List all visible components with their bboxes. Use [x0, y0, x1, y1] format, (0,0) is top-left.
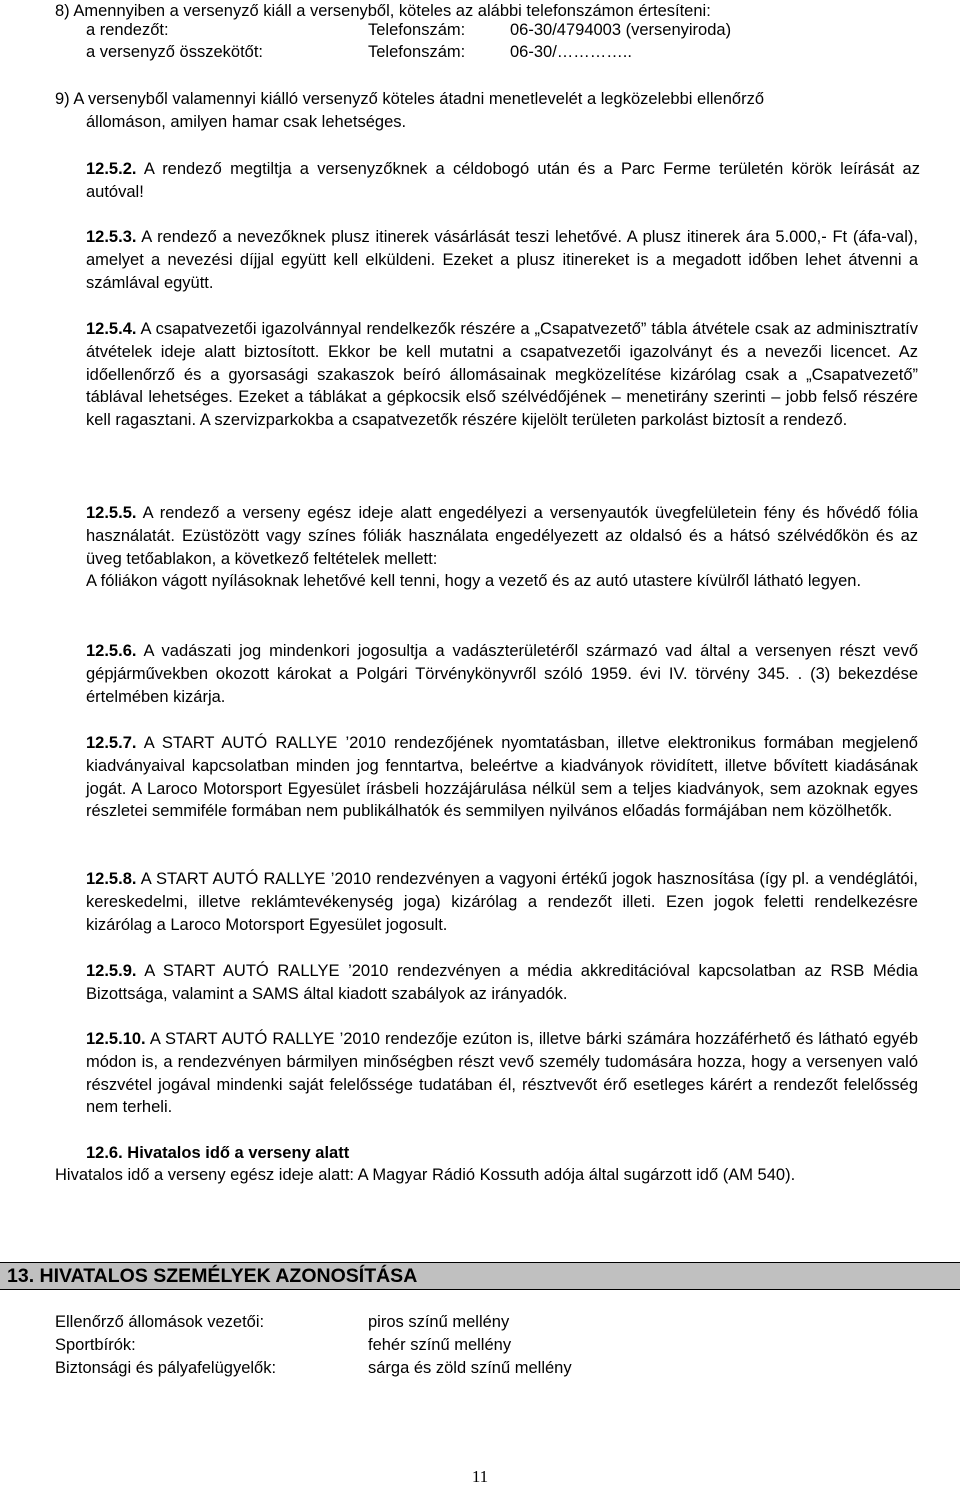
section-text: A rendező a verseny egész ideje alatt engedélyezi a versenyautók üvegfelületein fény és hővédő fólia használatát. Ezüstözött vagy színes fóliák használata engedélyezett az oldalsó és a hátsó szélvédőkön és az üveg tetőablakon, a következő feltételek mellett: — [86, 504, 918, 568]
section-text: A START AUTÓ RALLYE ’2010 rendezvényen a vagyoni értékű jogok hasznosítása (így pl. a vendéglátói, kereskedelmi, illetve reklámtevékenység joga) kizárólag a rendezőt illeti. Ezen jogok feletti rendelkezésre kizárólag a Laroco Motorsport Egyesület jogosult. — [86, 870, 918, 934]
official-vest: sárga és zöld színű mellény — [368, 1359, 572, 1377]
section-number: 12.5.7. — [86, 734, 137, 752]
official-vest: fehér színű mellény — [368, 1336, 512, 1354]
official-role: Ellenőrző állomások vezetői: — [55, 1313, 265, 1331]
section-12-5-10 — [86, 1028, 918, 1119]
section-12-5-3 — [86, 226, 918, 294]
item9-line: állomáson, amilyen hamar csak lehetséges. — [86, 113, 407, 131]
section-number: 12.5.4. — [86, 320, 137, 338]
section-12-5-2 — [86, 158, 920, 204]
section-text: A fóliákon vágott nyílásoknak lehetővé kell tenni, hogy a vezető és az autó utastere kívülről látható legyen. — [86, 572, 862, 591]
section-number: 12.5.5. — [86, 504, 137, 522]
section-13-heading: 13. HIVATALOS SZEMÉLYEK AZONOSÍTÁSA — [7, 1265, 418, 1287]
phone-label: Telefonszám: — [368, 43, 466, 61]
section-text: A START AUTÓ RALLYE ’2010 rendezvényen a média akkreditációval kapcsolatban az RSB Média Bizottsága, valamint a SAMS által kiadott szabályok az irányadók. — [86, 962, 918, 1003]
section-text: A rendező a nevezőknek plusz itinerek vásárlását teszi lehetővé. A plusz itinerek ára 5.000,- Ft (áfa-val), amelyet a nevezési díjjal együtt kell elküldeni. Ezeket a plusz itinereket is a megadott időben lehet átvenni a számlával együtt. — [86, 228, 918, 292]
section-12-5-8 — [86, 868, 918, 936]
section-12-5-4 — [86, 318, 918, 432]
phone-value: 06-30/4794003 (versenyiroda) — [510, 21, 732, 39]
section-number: 12.5.8. — [86, 870, 137, 888]
section-text: A vadászati jog mindenkori jogosultja a vadászterületéről származó vad által a versenyen részt vevő gépjárművekben okozott károkat a Polgári Törvénykönyvről szóló 1959. évi IV. törvény 345. . (3) bekezdése értelmében kizárja. — [86, 642, 918, 706]
contact-label: a rendezőt: — [86, 21, 169, 39]
official-role: Biztonsági és pályafelügyelők: — [55, 1359, 277, 1377]
section-text: A START AUTÓ RALLYE ’2010 rendezője ezúton is, illetve bárki számára hozzáférhető és látható egyéb módon is, a rendezvényen bármilyen minőségben részt vevő személy tudomására hozza, hogy a versenyen való részvétel jogával mindenki saját felelőssége tudatában él, résztvevőt érő esetleges kárért a rendezőt felelősség nem terheli. — [86, 1030, 918, 1117]
section-number: 12.5.6. — [86, 642, 137, 660]
section-number: 12.5.2. — [86, 160, 137, 178]
item8-line: 8) Amennyiben a versenyző kiáll a versenyből, köteles az alábbi telefonszámon értesíteni: — [55, 2, 711, 20]
section-13-header-bar — [0, 1262, 960, 1290]
section-text: A rendező megtiltja a versenyzőknek a céldobogó után és a Parc Ferme területén körök leírását az autóval! — [86, 160, 920, 201]
section-number: 12.5.9. — [86, 962, 137, 980]
page-number: 11 — [471, 1467, 489, 1486]
section-number: 12.5.10. — [86, 1030, 146, 1048]
official-role: Sportbírók: — [55, 1336, 136, 1354]
section-12-5-6 — [86, 640, 918, 708]
item9-line: 9) A versenyből valamennyi kiálló versenyző köteles átadni menetlevelét a legközelebbi ellenőrző — [55, 90, 764, 108]
phone-value: 06-30/………….. — [510, 43, 632, 61]
section-number: 12.5.3. — [86, 228, 137, 246]
section-text: A START AUTÓ RALLYE ’2010 rendezőjének nyomtatásban, illetve elektronikus formában megjelenő kiadványaival kapcsolatban minden jog fenntartva, beleértve a kiadványok rövidített, illetve bővített kiadásának jogát. A Laroco Motorsport Egyesület írásbeli hozzájárulása nélkül sem a teljes kiadványok, sem azoknak egyes részletei semmiféle formában nem publikálhatók és semmilyen nyilvános előadás formájában nem közölhetők. — [86, 734, 918, 821]
contact-label: a versenyző összekötőt: — [86, 43, 264, 61]
phone-label: Telefonszám: — [368, 21, 466, 39]
section-heading: 12.6. Hivatalos idő a verseny alatt — [86, 1144, 350, 1162]
section-12-5-5 — [86, 502, 918, 593]
section-text: A csapatvezetői igazolvánnyal rendelkezők részére a „Csapatvezető” tábla átvétele csak az adminisztratív átvételek ideje alatt biztosított. Ekkor be kell mutatni a csapatvezetői igazolványt és a nevezői licencet. Az időellenőrző és a gyorsasági szakaszok beíró állomásainak megközelítése kizárólag csak a „Csapatvezető” táblával lehetséges. Ezeket a táblákat a gépkocsik első szélvédőjének – menetirány szerinti – jobb felső részére kell ragasztani. A szervizparkokba a csapatvezetők részére kijelölt területen parkolást biztosít a rendező. — [86, 320, 918, 430]
section-12-5-9 — [86, 960, 918, 1006]
section-12-6 — [55, 1164, 915, 1187]
official-vest: piros színű mellény — [368, 1313, 510, 1331]
section-text: Hivatalos idő a verseny egész ideje alatt: A Magyar Rádió Kossuth adója által sugárzott idő (AM 540). — [55, 1166, 796, 1184]
section-12-5-7 — [86, 732, 918, 823]
